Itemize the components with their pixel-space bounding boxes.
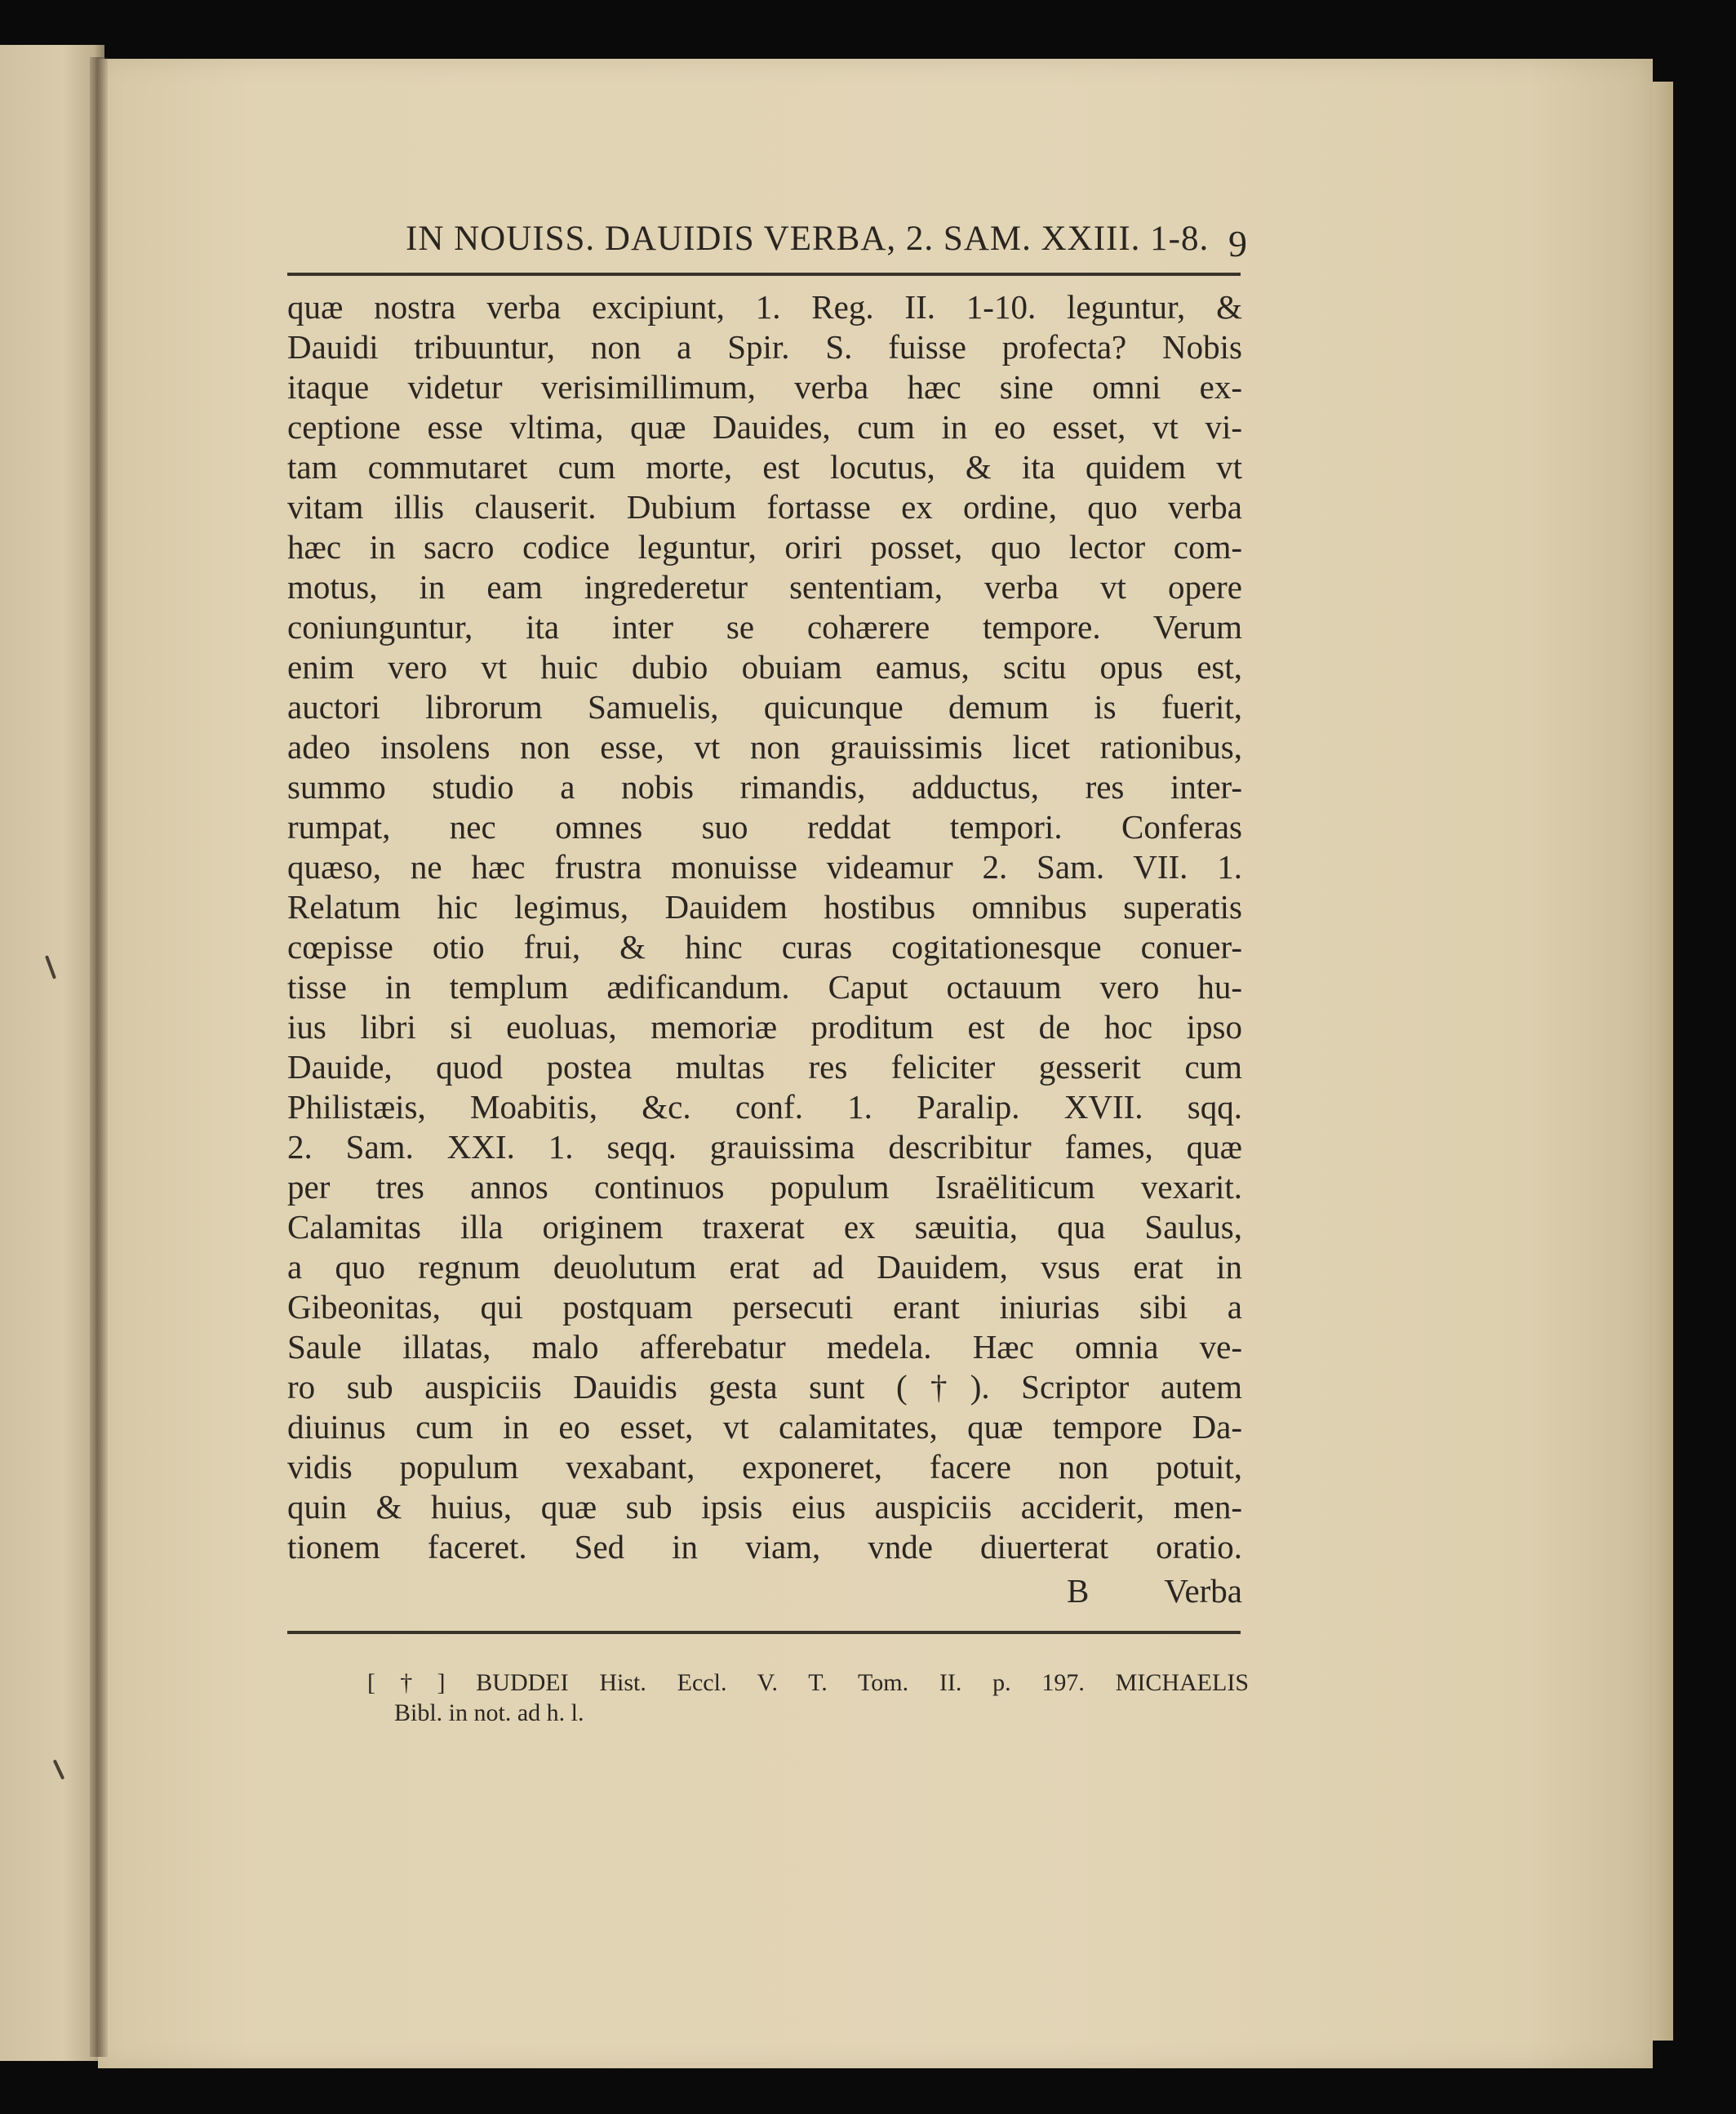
text-line: Saule illatas, malo afferebatur medela. Hæc omnia ve- bbox=[287, 1328, 1242, 1366]
text-line: 2. Sam. XXI. 1. seqq. grauissima describitur fames, quæ bbox=[287, 1128, 1242, 1166]
header-rule bbox=[287, 273, 1241, 276]
text-line: a quo regnum deuolutum erat ad Dauidem, vsus erat in bbox=[287, 1248, 1242, 1286]
text-line: quæso, ne hæc frustra monuisse videamur 2. Sam. VII. 1. bbox=[287, 848, 1242, 886]
text-line: motus, in eam ingrederetur sententiam, verba vt opere bbox=[287, 568, 1242, 606]
footnote-line: Bibl. in not. ad h. l. bbox=[394, 1699, 584, 1726]
page-number: 9 bbox=[1228, 223, 1247, 264]
text-line: Dauide, quod postea multas res feliciter gesserit cum bbox=[287, 1048, 1242, 1086]
text-line: ro sub auspiciis Dauidis gesta sunt (†). Scriptor autem bbox=[287, 1368, 1242, 1406]
text-line: Calamitas illa originem traxerat ex sæuitia, qua Saulus, bbox=[287, 1208, 1242, 1246]
footnote-line: [†] BUDDEI Hist. Eccl. V. T. Tom. II. p. 197. MICHAELIS bbox=[367, 1669, 1249, 1696]
text-line: ceptione esse vltima, quæ Dauides, cum in eo esset, vt vi- bbox=[287, 408, 1242, 446]
text-line: ius libri si euoluas, memoriæ proditum est de hoc ipso bbox=[287, 1008, 1242, 1046]
text-line: itaque videtur verisimillimum, verba hæc sine omni ex- bbox=[287, 368, 1242, 406]
text-line: tionem faceret. Sed in viam, vnde diuerterat oratio. bbox=[287, 1528, 1242, 1566]
text-line: rumpat, nec omnes suo reddat tempori. Conferas bbox=[287, 808, 1242, 846]
text-line: summo studio a nobis rimandis, adductus, res inter- bbox=[287, 768, 1242, 806]
text-line: quin & huius, quæ sub ipsis eius auspiciis acciderit, men- bbox=[287, 1488, 1242, 1526]
text-line: enim vero vt huic dubio obuiam eamus, scitu opus est, bbox=[287, 648, 1242, 686]
running-head: IN NOUISS. DAUIDIS VERBA, 2. SAM. XXIII. 1-8. bbox=[406, 220, 1210, 258]
text-line: Dauidi tribuuntur, non a Spir. S. fuisse profecta? Nobis bbox=[287, 328, 1242, 366]
footnote-rule bbox=[287, 1631, 1241, 1634]
text-line: hæc in sacro codice leguntur, oriri posset, quo lector com- bbox=[287, 528, 1242, 566]
text-line: auctori librorum Samuelis, quicunque demum is fuerit, bbox=[287, 688, 1242, 726]
text-line: coniunguntur, ita inter se cohærere tempore. Verum bbox=[287, 608, 1242, 646]
text-line: vidis populum vexabant, exponeret, facere non potuit, bbox=[287, 1448, 1242, 1486]
text-line: per tres annos continuos populum Israëliticum vexarit. bbox=[287, 1168, 1242, 1206]
text-line: cœpisse otio frui, & hinc curas cogitationesque conuer- bbox=[287, 928, 1242, 966]
text-line: vitam illis clauserit. Dubium fortasse ex ordine, quo verba bbox=[287, 488, 1242, 526]
binding-gutter bbox=[90, 57, 108, 2057]
signature-catchword-row bbox=[287, 1571, 1242, 1612]
text-line: Relatum hic legimus, Dauidem hostibus omnibus superatis bbox=[287, 888, 1242, 926]
text-line: adeo insolens non esse, vt non grauissimis licet rationibus, bbox=[287, 728, 1242, 766]
body-text bbox=[287, 287, 1242, 1567]
text-line: tam commutaret cum morte, est locutus, & ita quidem vt bbox=[287, 448, 1242, 486]
text-line: Gibeonitas, qui postquam persecuti erant iniurias sibi a bbox=[287, 1288, 1242, 1326]
text-line: diuinus cum in eo esset, vt calamitates, quæ tempore Da- bbox=[287, 1408, 1242, 1446]
left-page-edge bbox=[0, 45, 104, 2061]
text-line: quæ nostra verba excipiunt, 1. Reg. II. 1-10. leguntur, & bbox=[287, 288, 1242, 326]
signature-mark: B bbox=[1067, 1572, 1090, 1610]
text-line: tisse in templum ædificandum. Caput octauum vero hu- bbox=[287, 968, 1242, 1006]
catchword: Verba bbox=[1164, 1572, 1242, 1610]
text-line: Philistæis, Moabitis, &c. conf. 1. Paralip. XVII. sqq. bbox=[287, 1088, 1242, 1126]
footnote bbox=[367, 1668, 1249, 1728]
